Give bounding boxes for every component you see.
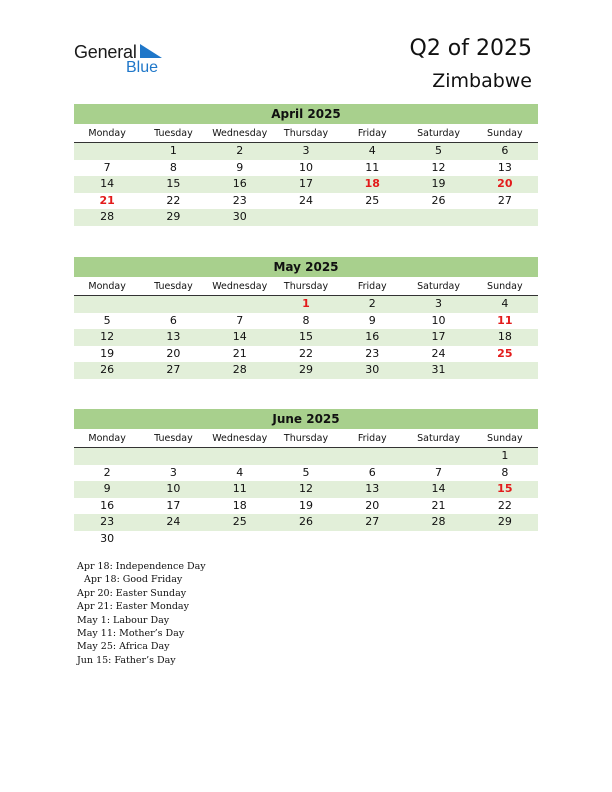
weekday-label: Friday <box>357 433 387 444</box>
day-cell: 6 <box>368 465 376 479</box>
day-cell: 20 <box>497 177 513 191</box>
week-row <box>74 448 538 465</box>
weekday-label: Friday <box>357 281 387 292</box>
day-cell <box>339 448 405 465</box>
weekday-label: Wednesday <box>212 433 268 444</box>
day-cell: 24 <box>298 193 313 207</box>
weekday-label: Thursday <box>283 281 329 292</box>
page-title: Q2 of 2025 <box>409 36 532 61</box>
day-cell: 16 <box>232 177 247 191</box>
day-cell: 15 <box>298 330 313 344</box>
day-cell: 17 <box>431 330 446 344</box>
day-cell: 31 <box>431 363 446 377</box>
day-cell: 11 <box>365 160 380 174</box>
day-cell: 16 <box>100 498 115 512</box>
day-cell: 4 <box>368 144 376 157</box>
day-cell: 26 <box>431 193 446 207</box>
weekday-header-row <box>74 124 538 143</box>
day-cell: 17 <box>166 498 181 512</box>
day-cell: 5 <box>302 465 310 479</box>
day-cell: 27 <box>497 193 512 207</box>
day-cell: 18 <box>497 330 512 344</box>
week-row <box>74 481 538 498</box>
day-cell: 12 <box>100 330 115 344</box>
day-cell <box>207 448 273 465</box>
day-cell <box>405 209 471 226</box>
day-cell: 1 <box>169 144 177 157</box>
day-cell: 20 <box>365 498 380 512</box>
day-cell: 24 <box>431 346 446 360</box>
day-cell: 8 <box>501 465 509 479</box>
day-cell <box>74 448 140 465</box>
weekday-label: Sunday <box>487 433 523 444</box>
weekday-label: Tuesday <box>154 281 193 292</box>
day-cell: 22 <box>497 498 512 512</box>
day-cell: 5 <box>435 144 443 157</box>
day-cell: 12 <box>298 482 313 496</box>
day-cell: 9 <box>103 482 111 496</box>
day-cell: 4 <box>501 297 509 310</box>
week-row <box>74 329 538 346</box>
day-cell <box>74 296 140 313</box>
day-cell: 2 <box>103 465 111 479</box>
week-row <box>74 362 538 379</box>
day-cell: 21 <box>431 498 446 512</box>
week-row <box>74 465 538 482</box>
weekday-label: Tuesday <box>154 433 193 444</box>
month-title: April 2025 <box>74 104 538 124</box>
day-cell: 15 <box>497 482 513 496</box>
day-cell: 27 <box>365 515 380 529</box>
week-row <box>74 514 538 531</box>
day-cell: 11 <box>232 482 247 496</box>
logo-word-general: General <box>74 42 137 62</box>
day-cell <box>140 448 206 465</box>
day-cell <box>472 362 538 379</box>
weekday-label: Sunday <box>487 281 523 292</box>
day-cell: 9 <box>236 160 244 174</box>
day-cell: 14 <box>431 482 446 496</box>
weekday-label: Saturday <box>417 128 460 139</box>
day-cell: 16 <box>365 330 380 344</box>
weekday-label: Thursday <box>283 128 329 139</box>
week-row <box>74 296 538 313</box>
brand-logo <box>74 42 184 78</box>
day-cell: 29 <box>166 210 181 224</box>
day-cell: 3 <box>435 297 443 310</box>
day-cell: 2 <box>236 144 244 157</box>
day-cell <box>207 531 273 548</box>
day-cell: 19 <box>298 498 313 512</box>
day-cell: 29 <box>298 363 313 377</box>
day-cell: 5 <box>103 313 111 327</box>
weekday-label: Saturday <box>417 433 460 444</box>
day-cell: 25 <box>232 515 247 529</box>
weekday-label: Monday <box>88 128 126 139</box>
day-cell: 10 <box>298 160 313 174</box>
day-cell: 15 <box>166 177 181 191</box>
day-cell: 21 <box>99 193 115 207</box>
day-cell: 30 <box>100 531 115 545</box>
day-cell <box>472 531 538 548</box>
day-cell: 8 <box>169 160 177 174</box>
weekday-label: Monday <box>88 281 126 292</box>
weekday-header-row <box>74 277 538 296</box>
day-cell: 3 <box>302 144 310 157</box>
day-cell: 20 <box>166 346 181 360</box>
week-row <box>74 160 538 177</box>
day-cell: 13 <box>497 160 512 174</box>
day-cell: 28 <box>232 363 247 377</box>
day-cell: 30 <box>232 210 247 224</box>
holiday-item: Apr 20: Easter Sunday <box>77 587 187 599</box>
day-cell: 2 <box>368 297 376 310</box>
weekday-label: Tuesday <box>154 128 193 139</box>
day-cell: 7 <box>435 465 443 479</box>
holiday-item: Apr 18: Good Friday <box>84 574 183 586</box>
day-cell: 14 <box>100 177 115 191</box>
day-cell: 8 <box>302 313 310 327</box>
day-cell: 19 <box>100 346 115 360</box>
day-cell <box>339 209 405 226</box>
day-cell: 22 <box>298 346 313 360</box>
day-cell: 21 <box>232 346 247 360</box>
day-cell: 19 <box>431 177 446 191</box>
week-row <box>74 346 538 363</box>
day-cell: 17 <box>298 177 313 191</box>
week-row <box>74 143 538 160</box>
day-cell <box>405 531 471 548</box>
logo-triangle-icon <box>140 44 164 60</box>
calendar-may <box>74 257 538 379</box>
holiday-item: May 11: Mother’s Day <box>77 628 185 640</box>
day-cell: 28 <box>431 515 446 529</box>
day-cell: 25 <box>497 346 513 360</box>
weekday-label: Friday <box>357 128 387 139</box>
weekday-label: Sunday <box>487 128 523 139</box>
day-cell: 11 <box>497 313 513 327</box>
week-row <box>74 531 538 548</box>
day-cell: 13 <box>365 482 380 496</box>
day-cell: 18 <box>232 498 247 512</box>
weekday-label: Wednesday <box>212 128 268 139</box>
day-cell: 24 <box>166 515 181 529</box>
holiday-item: May 1: Labour Day <box>77 614 170 626</box>
day-cell: 26 <box>298 515 313 529</box>
day-cell <box>74 143 140 160</box>
day-cell <box>140 531 206 548</box>
calendar-june <box>74 409 538 548</box>
day-cell: 18 <box>364 177 380 191</box>
logo-word-blue: Blue <box>126 59 159 76</box>
day-cell: 9 <box>368 313 376 327</box>
day-cell: 6 <box>169 313 177 327</box>
day-cell <box>273 209 339 226</box>
day-cell <box>140 296 206 313</box>
day-cell: 4 <box>236 465 244 479</box>
day-cell: 30 <box>365 363 380 377</box>
holiday-list <box>77 560 206 667</box>
day-cell: 27 <box>166 363 181 377</box>
day-cell <box>273 531 339 548</box>
day-cell: 25 <box>365 193 380 207</box>
holiday-item: Apr 21: Easter Monday <box>77 601 189 613</box>
holiday-item: Jun 15: Father’s Day <box>77 654 176 666</box>
day-cell: 14 <box>232 330 247 344</box>
holiday-item: Apr 18: Independence Day <box>77 561 206 572</box>
week-row <box>74 193 538 210</box>
day-cell <box>405 448 471 465</box>
day-cell: 7 <box>236 313 244 327</box>
day-cell: 10 <box>431 313 446 327</box>
day-cell: 7 <box>103 160 111 174</box>
day-cell <box>273 448 339 465</box>
day-cell: 23 <box>100 515 115 529</box>
day-cell <box>207 296 273 313</box>
week-row <box>74 176 538 193</box>
day-cell: 6 <box>501 144 509 157</box>
day-cell: 1 <box>302 297 310 310</box>
day-cell: 12 <box>431 160 446 174</box>
day-cell: 23 <box>365 346 380 360</box>
day-cell: 26 <box>100 363 115 377</box>
day-cell <box>339 531 405 548</box>
calendar-april <box>74 104 538 226</box>
day-cell: 13 <box>166 330 181 344</box>
day-cell <box>472 209 538 226</box>
day-cell: 22 <box>166 193 181 207</box>
weekday-header-row <box>74 429 538 448</box>
week-row <box>74 498 538 515</box>
day-cell: 28 <box>100 210 115 224</box>
holiday-item: May 25: Africa Day <box>77 641 170 653</box>
weekday-label: Thursday <box>283 433 329 444</box>
country-name: Zimbabwe <box>432 70 532 92</box>
day-cell: 23 <box>232 193 247 207</box>
month-title: June 2025 <box>74 409 538 429</box>
week-row <box>74 209 538 226</box>
day-cell: 10 <box>166 482 181 496</box>
day-cell: 3 <box>169 465 177 479</box>
month-title: May 2025 <box>74 257 538 277</box>
weekday-label: Monday <box>88 433 126 444</box>
week-row <box>74 313 538 330</box>
weekday-label: Saturday <box>417 281 460 292</box>
day-cell: 29 <box>497 515 512 529</box>
weekday-label: Wednesday <box>212 281 268 292</box>
day-cell: 1 <box>501 449 509 462</box>
